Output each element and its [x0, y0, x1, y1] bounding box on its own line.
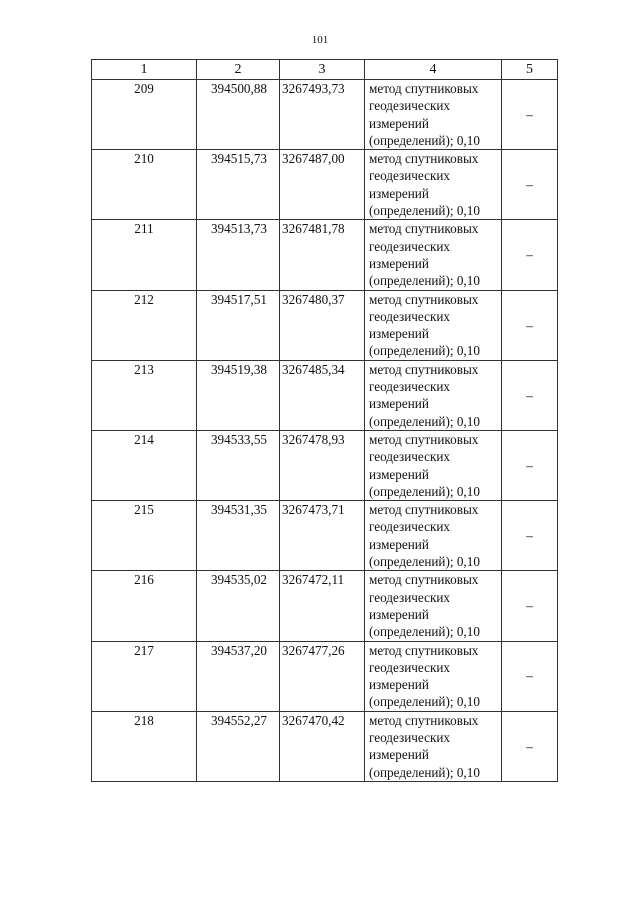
y-coordinate-cell: 3267480,37 — [280, 290, 365, 360]
page-number: 101 — [311, 34, 329, 46]
column5-cell: – — [502, 150, 558, 220]
method-line: (определений); 0,10 — [369, 764, 480, 780]
x-coordinate-cell: 394531,35 — [197, 501, 280, 571]
method-line: (определений); 0,10 — [369, 343, 480, 359]
point-number-cell: 210 — [92, 150, 197, 220]
x-coordinate-cell: 394537,20 — [197, 641, 280, 711]
y-coordinate-cell: 3267487,00 — [280, 150, 365, 220]
method-line: метод спутниковых — [369, 81, 479, 96]
method-line: (определений); 0,10 — [369, 273, 480, 289]
method-line: метод спутниковых — [369, 712, 479, 728]
method-line: геодезических — [369, 659, 451, 675]
y-coordinate-cell: 3267485,34 — [280, 360, 365, 430]
column5-cell: – — [502, 711, 558, 781]
method-line: геодезических — [369, 238, 451, 254]
method-line: измерений — [369, 677, 429, 693]
table-row — [92, 80, 558, 150]
table-header-row — [92, 60, 558, 80]
method-line: геодезических — [369, 519, 451, 535]
y-coordinate-cell: 3267473,71 — [280, 501, 365, 571]
x-coordinate-cell: 394552,27 — [197, 711, 280, 781]
y-coordinate-cell: 3267493,73 — [280, 80, 365, 150]
method-line: метод спутниковых — [369, 361, 479, 377]
method-line: геодезических — [369, 98, 451, 114]
column5-cell: – — [502, 220, 558, 290]
column-header: 4 — [365, 60, 502, 80]
method-line: (определений); 0,10 — [369, 554, 480, 570]
column5-cell: – — [502, 290, 558, 360]
method-cell — [365, 220, 502, 290]
method-line: измерений — [369, 115, 429, 131]
point-number-cell: 216 — [92, 571, 197, 641]
column-header: 5 — [502, 60, 558, 80]
method-line: (определений); 0,10 — [369, 624, 480, 640]
table-row — [92, 360, 558, 430]
x-coordinate-cell: 394513,73 — [197, 220, 280, 290]
method-cell — [365, 501, 502, 571]
method-cell — [365, 290, 502, 360]
method-line: (определений); 0,10 — [369, 413, 480, 429]
x-coordinate-cell: 394535,02 — [197, 571, 280, 641]
point-number-cell: 218 — [92, 711, 197, 781]
column-header: 1 — [92, 60, 197, 80]
x-coordinate-cell: 394515,73 — [197, 150, 280, 220]
x-coordinate-cell: 394533,55 — [197, 430, 280, 500]
method-line: измерений — [369, 396, 429, 412]
point-number-cell: 209 — [92, 80, 197, 150]
y-coordinate-cell: 3267478,93 — [280, 430, 365, 500]
method-line: измерений — [369, 255, 429, 271]
column5-cell: – — [502, 360, 558, 430]
method-line: (определений); 0,10 — [369, 132, 480, 148]
method-line: геодезических — [369, 379, 451, 395]
table-row — [92, 430, 558, 500]
column5-cell: – — [502, 430, 558, 500]
column5-cell: – — [502, 80, 558, 150]
y-coordinate-cell: 3267477,26 — [280, 641, 365, 711]
method-line: геодезических — [369, 449, 451, 465]
method-line: измерений — [369, 326, 429, 342]
table-row — [92, 711, 558, 781]
method-line: (определений); 0,10 — [369, 203, 480, 219]
method-line: измерений — [369, 747, 429, 763]
method-line: измерений — [369, 536, 429, 552]
y-coordinate-cell: 3267481,78 — [280, 220, 365, 290]
method-cell — [365, 711, 502, 781]
method-line: геодезических — [369, 308, 451, 324]
table-row — [92, 641, 558, 711]
point-number-cell: 215 — [92, 501, 197, 571]
method-line: метод спутниковых — [369, 642, 479, 658]
column-header: 2 — [197, 60, 280, 80]
column5-cell: – — [502, 571, 558, 641]
method-line: измерений — [369, 466, 429, 482]
table-row — [92, 571, 558, 641]
point-number-cell: 212 — [92, 290, 197, 360]
method-line: геодезических — [369, 589, 451, 605]
point-number-cell: 214 — [92, 430, 197, 500]
column5-cell: – — [502, 501, 558, 571]
coordinates-table — [91, 59, 558, 782]
point-number-cell: 213 — [92, 360, 197, 430]
x-coordinate-cell: 394519,38 — [197, 360, 280, 430]
column-header: 3 — [280, 60, 365, 80]
table-row — [92, 220, 558, 290]
method-cell — [365, 571, 502, 641]
method-line: метод спутниковых — [369, 291, 479, 307]
table-row — [92, 501, 558, 571]
y-coordinate-cell: 3267472,11 — [280, 571, 365, 641]
method-line: (определений); 0,10 — [369, 483, 480, 499]
method-line: геодезических — [369, 168, 451, 184]
y-coordinate-cell: 3267470,42 — [280, 711, 365, 781]
method-line: метод спутниковых — [369, 572, 479, 588]
method-line: метод спутниковых — [369, 221, 479, 237]
x-coordinate-cell: 394517,51 — [197, 290, 280, 360]
method-line: измерений — [369, 185, 429, 201]
method-cell — [365, 360, 502, 430]
table-row — [92, 150, 558, 220]
method-cell — [365, 150, 502, 220]
x-coordinate-cell: 394500,88 — [197, 80, 280, 150]
method-line: метод спутниковых — [369, 151, 479, 167]
method-line: геодезических — [369, 729, 451, 745]
method-line: измерений — [369, 606, 429, 622]
method-cell — [365, 430, 502, 500]
method-cell — [365, 641, 502, 711]
column5-cell: – — [502, 641, 558, 711]
table-row — [92, 290, 558, 360]
method-cell — [365, 80, 502, 150]
point-number-cell: 217 — [92, 641, 197, 711]
method-line: метод спутниковых — [369, 502, 479, 518]
point-number-cell: 211 — [92, 220, 197, 290]
method-line: (определений); 0,10 — [369, 694, 480, 710]
method-line: метод спутниковых — [369, 431, 479, 447]
